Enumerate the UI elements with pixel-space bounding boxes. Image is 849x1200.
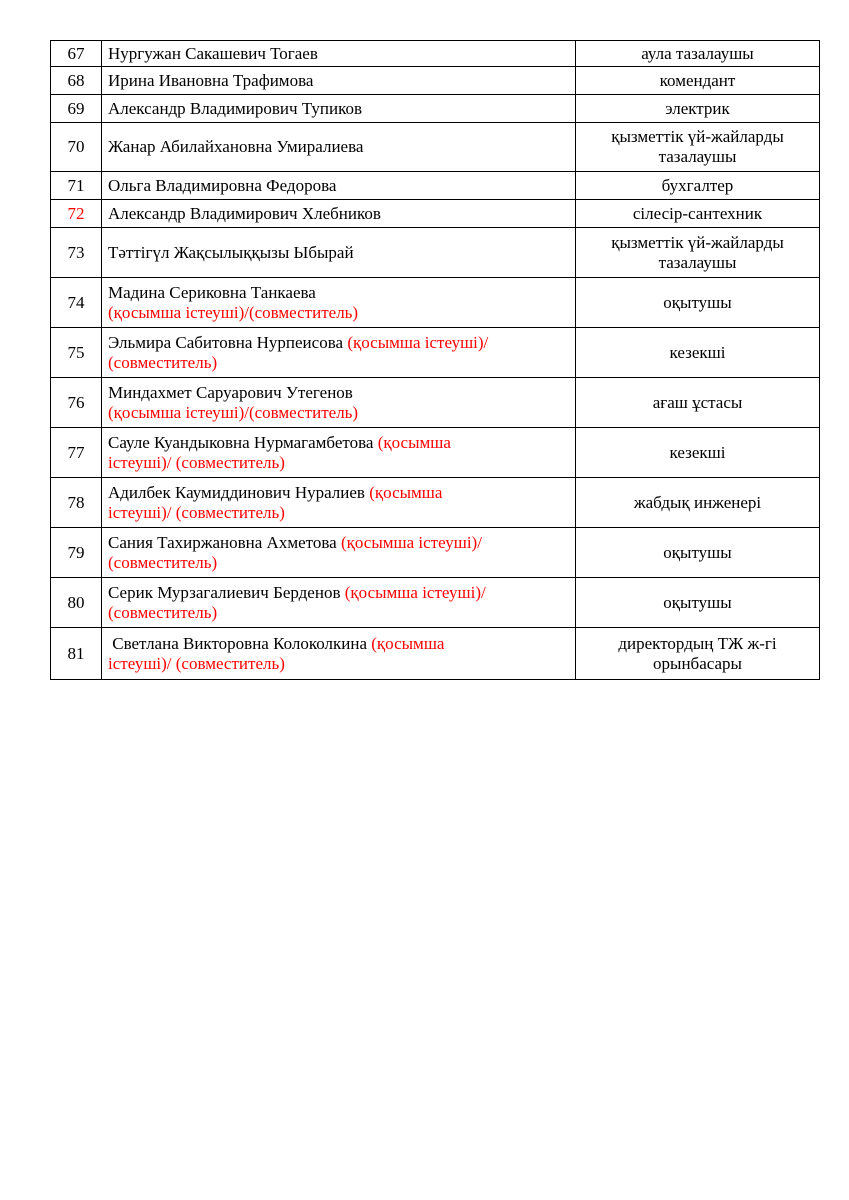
employee-name: Жанар Абилайхановна Умиралиева [102,123,576,172]
employee-name-cell [102,278,576,328]
employee-name: Сауле Куандыковна Нурмагамбетова [108,432,378,452]
employee-position: оқытушы [576,528,820,578]
position-line: қызметтік үй-жайларды [611,127,784,146]
row-number: 79 [51,528,102,578]
employee-name: Адилбек Каумиддинович Нуралиев [108,482,370,502]
row-number: 76 [51,378,102,428]
position-line: тазалаушы [658,252,737,272]
employee-name: Сания Тахиржановна Ахметова [108,532,341,552]
row-number: 71 [51,172,102,200]
table-row [51,378,820,428]
table-row [51,628,820,680]
employee-position: кезекші [576,428,820,478]
table-row [51,578,820,628]
employee-position: комендант [576,67,820,95]
row-number: 73 [51,228,102,278]
part-time-note: істеуші)/ (совместитель) [108,452,285,472]
employee-name-cell [102,528,576,578]
employee-name: Миндахмет Саруарович Утегенов [108,382,353,402]
employee-name-cell [102,628,576,680]
staff-table [50,40,820,680]
part-time-note: істеуші)/ (совместитель) [108,502,285,522]
employee-position [576,228,820,278]
table-row [51,41,820,67]
row-number: 77 [51,428,102,478]
employee-position: оқытушы [576,278,820,328]
row-number: 80 [51,578,102,628]
employee-name-cell [102,378,576,428]
position-line: орынбасары [653,653,742,673]
position-line: қызметтік үй-жайларды [611,232,784,252]
employee-name: Нургужан Сакашевич Тогаев [102,41,576,67]
table-row [51,172,820,200]
employee-position: кезекші [576,328,820,378]
part-time-note: (қосымша істеуші)/ [340,532,482,552]
part-time-note: істеуші)/ (совместитель) [108,653,285,673]
employee-position: бухгалтер [576,172,820,200]
table-row [51,478,820,528]
part-time-note: (қосымша [377,432,451,452]
part-time-note: (қосымша істеуші)/(совместитель) [108,302,359,322]
row-number: 78 [51,478,102,528]
part-time-note: (қосымша істеуші)/ [347,332,489,352]
row-number: 75 [51,328,102,378]
employee-position [576,628,820,680]
employee-name: Светлана Викторовна Колоколкина [108,633,372,653]
part-time-note: (қосымша [369,482,443,502]
row-number: 74 [51,278,102,328]
row-number: 70 [51,123,102,172]
row-number: 69 [51,95,102,123]
position-line: тазалаушы [658,147,737,166]
row-number: 67 [51,41,102,67]
employee-name-cell [102,478,576,528]
position-line: директордың ТЖ ж-гі [618,633,777,653]
part-time-note: (совместитель) [108,602,218,622]
employee-position: ағаш ұстасы [576,378,820,428]
part-time-note: (қосымша істеуші)/ [344,582,486,602]
table-row [51,278,820,328]
employee-name: Тәттігүл Жақсылыққызы Ыбырай [102,228,576,278]
employee-name: Александр Владимирович Тупиков [102,95,576,123]
part-time-note: (совместитель) [108,352,218,372]
table-row [51,228,820,278]
table-row [51,95,820,123]
row-number: 81 [51,628,102,680]
employee-name-cell [102,578,576,628]
table-row [51,528,820,578]
part-time-note: (қосымша істеуші)/(совместитель) [108,402,359,422]
employee-position: оқытушы [576,578,820,628]
employee-name: Ирина Ивановна Трафимова [102,67,576,95]
employee-name: Эльмира Сабитовна Нурпеисова [108,332,348,352]
employee-position: сілесір-сантехник [576,200,820,228]
row-number: 72 [51,200,102,228]
employee-position: электрик [576,95,820,123]
employee-name-cell [102,328,576,378]
table-row [51,123,820,172]
row-number: 68 [51,67,102,95]
employee-name-cell [102,428,576,478]
employee-name: Мадина Сериковна Танкаева [108,282,316,302]
employee-name: Серик Мурзагалиевич Берденов [108,582,345,602]
employee-name: Александр Владимирович Хлебников [102,200,576,228]
employee-position: жабдық инженері [576,478,820,528]
part-time-note: (совместитель) [108,552,218,572]
table-row [51,328,820,378]
employee-position [576,123,820,172]
table-row [51,67,820,95]
part-time-note: (қосымша [371,633,445,653]
table-row [51,200,820,228]
employee-name: Ольга Владимировна Федорова [102,172,576,200]
employee-position: аула тазалаушы [576,41,820,67]
table-row [51,428,820,478]
